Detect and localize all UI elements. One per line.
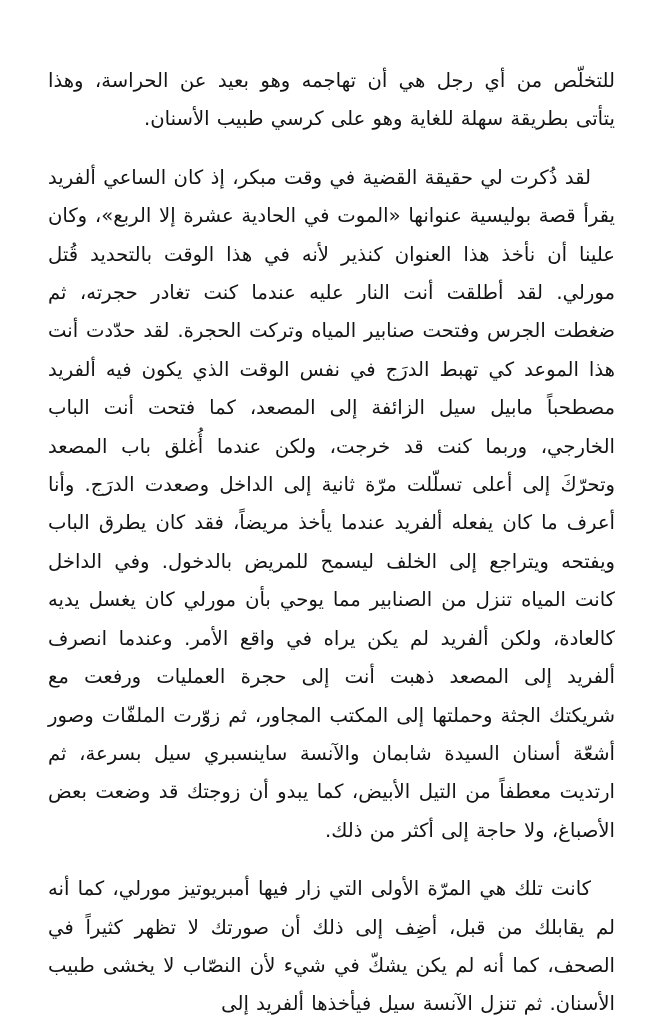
book-page [48, 62, 615, 1016]
paragraph-3: كانت تلك هي المرّة الأولى التي زار فيها أمبريوتيز مورلي، كما أنه لم يقابلك من قبل، أضِف إلى ذلك أن صورتك لا تظهر كثيراً في الصحف، كما أنه لم يكن يشكّ في شيء لأن النصّاب لا يخشى طبيب الأسنان. ثم تنزل الآنسة سيل فيأخذها ألفريد إلى [48, 877, 615, 1016]
paragraph-1: للتخلّص من أي رجل هي أن تهاجمه وهو بعيد عن الحراسة، وهذا يتأتى بطريقة سهلة للغاية وهو على كرسي طبيب الأسنان. [48, 69, 615, 131]
paragraph-2: لقد ذُكرت لي حقيقة القضية في وقت مبكر، إذ كان الساعي ألفريد يقرأ قصة بوليسية عنوانها «الموت في الحادية عشرة إلا الربع»، وكان علينا أن نأخذ هذا العنوان كنذير لأنه في هذا الوقت بالتحديد قُتل مورلي. لقد أطلقت أنت النار عليه عندما كنت تغادر حجرته، ثم ضغطت الجرس وفتحت صنابير المياه وتركت الحجرة. لقد حدّدت أنت هذا الموعد كي تهبط الدرَج في نفس الوقت الذي يكون فيه ألفريد مصطحباً مابيل سيل الزائفة إلى المصعد، كما فتحت أنت الباب الخارجي، وربما كنت قد خرجت، ولكن عندما أُغلق باب المصعد وتحرّكَ إلى أعلى تسلّلت مرّة ثانية إلى الداخل وصعدت الدرَج. وأنا أعرف ما كان يفعله ألفريد عندما يأخذ مريضاً، فقد كان يطرق الباب ويفتحه ويتراجع إلى الخلف ليسمح للمريض بالدخول. وفي الداخل كانت المياه تنزل من الصنابير مما يوحي بأن مورلي كان يغسل يديه كالعادة، ولكن ألفريد لم يكن يراه في واقع الأمر. وعندما انصرف ألفريد إلى المصعد ذهبت أنت إلى حجرة العمليات ورفعت مع شريكتك الجثة وحملتها إلى المكتب المجاور، ثم زوّرت الملفّات وصور أشعّة أسنان السيدة شابمان والآنسة ساينسبري سيل بسرعة، ثم ارتديت معطفاً من التيل الأبيض، كما يبدو أن زوجتك قد وضعت بعض الأصباغ، ولا حاجة إلى أكثر من ذلك. [48, 165, 615, 842]
